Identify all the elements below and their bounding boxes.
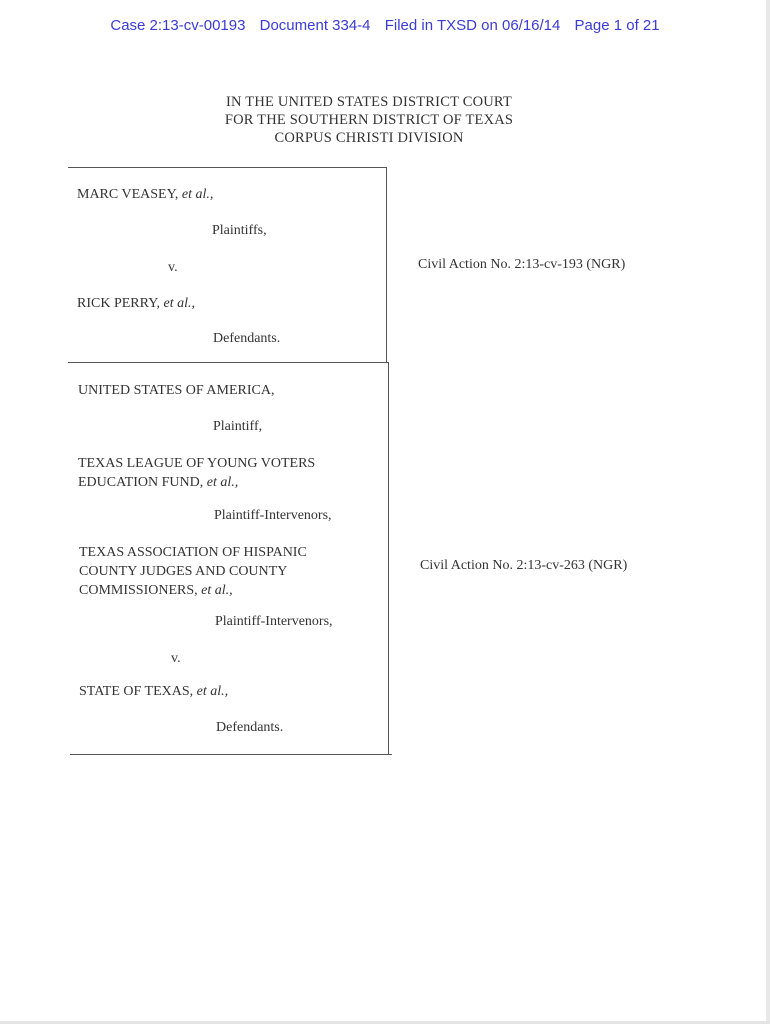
court-name: IN THE UNITED STATES DISTRICT COURT — [226, 94, 512, 110]
caption2-role-plaintiff: Plaintiff, — [213, 419, 263, 434]
caption2-party-intervenor-2: TEXAS ASSOCIATION OF HISPANIC COUNTY JUDGES AND COUNTY COMMISSIONERS, et al., — [79, 545, 307, 598]
caption1-versus: v. — [168, 260, 178, 275]
caption2-versus: v. — [171, 651, 181, 666]
caption2-role-intervenors-1: Plaintiff-Intervenors, — [214, 508, 332, 523]
caption2-vertical-rule — [388, 362, 389, 754]
caption1-vertical-rule — [386, 167, 387, 363]
court-division: CORPUS CHRISTI DIVISION — [274, 130, 464, 146]
caption2-civil-action: Civil Action No. 2:13-cv-263 (NGR) — [420, 558, 628, 573]
caption1-role-defendants: Defendants. — [213, 331, 281, 346]
caption1-party-defendant: RICK PERRY, et al., — [77, 296, 195, 311]
caption1-civil-action: Civil Action No. 2:13-cv-193 (NGR) — [418, 257, 626, 272]
caption1-role-plaintiffs: Plaintiffs, — [212, 223, 267, 238]
case-number: Case 2:13-cv-00193 — [110, 17, 246, 34]
caption-bottom-rule — [70, 754, 392, 755]
caption-middle-rule — [68, 362, 388, 363]
caption2-role-intervenors-2: Plaintiff-Intervenors, — [215, 614, 333, 629]
court-heading — [0, 93, 738, 147]
page-number: Page 1 of 21 — [574, 17, 660, 34]
caption1-party-plaintiff: MARC VEASEY, et al., — [77, 187, 214, 202]
caption2-party-plaintiff: UNITED STATES OF AMERICA, — [78, 383, 275, 398]
ecf-header-stamp — [0, 17, 770, 34]
document-number: Document 334-4 — [259, 17, 371, 34]
court-district: FOR THE SOUTHERN DISTRICT OF TEXAS — [224, 112, 514, 128]
caption2-party-defendant: STATE OF TEXAS, et al., — [79, 684, 229, 699]
scan-edge-right — [766, 0, 770, 1024]
filed-date: Filed in TXSD on 06/16/14 — [384, 17, 561, 34]
caption2-party-intervenor-1: TEXAS LEAGUE OF YOUNG VOTERS EDUCATION FUND, et al., — [78, 456, 316, 490]
caption2-role-defendants: Defendants. — [216, 720, 284, 735]
caption-top-rule — [68, 167, 386, 168]
